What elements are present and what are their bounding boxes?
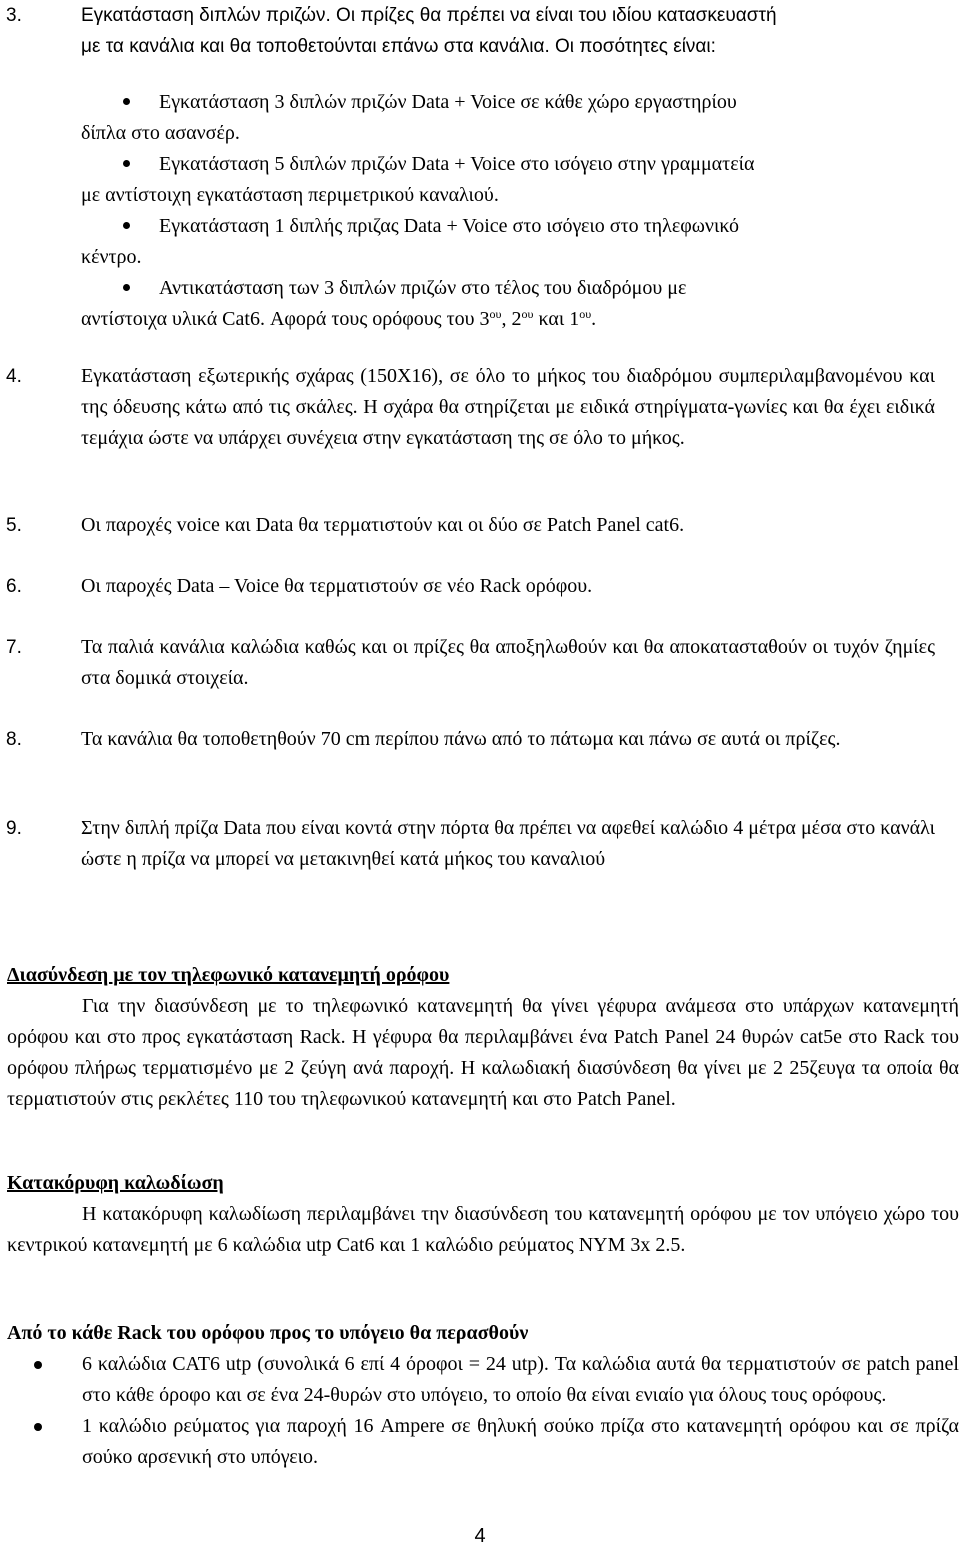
bullet-icon (123, 98, 130, 105)
text-segment: . (591, 308, 597, 330)
section-heading: Κατακόρυφη καλωδίωση (7, 1172, 224, 1194)
item-number: 6. (6, 576, 22, 597)
sub-bullet-item (81, 211, 935, 273)
text-segment: αντίστοιχα υλικά Cat6. Αφορά τους ορόφους του 3 (81, 308, 490, 330)
item-number: 7. (6, 637, 22, 658)
bullet-text: δίπλα στο ασανσέρ. (81, 122, 240, 144)
sub-bullet-item (81, 87, 935, 149)
bullet-icon (123, 160, 130, 167)
bullet-icon (34, 1423, 42, 1431)
section-heading: Διασύνδεση με τον τηλεφωνικό κατανεμητή ορόφου (7, 964, 450, 986)
item-text: Στην διπλή πρίζα Data που είναι κοντά στην πόρτα θα πρέπει να αφεθεί καλώδιο 4 μέτρα μέσα στο κανάλι ώστε η πρίζα να μπορεί να μετακινηθεί κατά μήκος του καναλιού (81, 817, 935, 870)
item-text: Οι παροχές Data – Voice θα τερματιστούν σε νέο Rack ορόφου. (81, 575, 593, 597)
page-number: 4 (474, 1525, 486, 1547)
item-number: 9. (6, 818, 22, 839)
section-heading: Από το κάθε Rack του ορόφου προς το υπόγειο θα περασθούν (7, 1322, 529, 1344)
bullet-text: Εγκατάσταση 1 διπλής πριζας Data + Voice στο ισόγειο στο τηλεφωνικό (159, 215, 739, 237)
bullet-icon (123, 222, 130, 229)
item-text: Εγκατάσταση εξωτερικής σχάρας (150Χ16), σε όλο το μήκος του διαδρόμου συμπεριλαμβανομένου και της όδευσης κάτω από τις σκάλες. Η σχάρα θα στηρίζεται με ειδικά στηρίγματα-γωνίες και θα έχει ειδικά τεμάχια ώστε να υπάρχει συνέχεια στην εγκατάσταση της σε όλο το μήκος. (81, 365, 935, 449)
sub-bullet-item (81, 149, 935, 211)
item-text: Τα παλιά κανάλια καλώδια καθώς και οι πρίζες θα αποξηλωθούν και θα αποκατασταθούν οι τυχόν ζημίες στα δομικά στοιχεία. (81, 636, 935, 689)
section-paragraph: Για την διασύνδεση με το τηλεφωνικό κατανεμητή θα γίνει γέφυρα ανάμεσα στο υπάρχων κατανεμητή ορόφου και στο προς εγκατάσταση Rack. Η γέφυρα θα περιλαμβάνει ένα Patch Panel 24 θυρών cat5e στο Rack του ορόφου πλήρως τερματισμένο με 2 ζεύγη ανά παροχή. Η καλωδιακή διασύνδεση θα γίνει με 2 25ζευγα τα οποία θα τερματιστούν στις ρεκλέτες 110 του τηλεφωνικού κατανεμητή και στο Patch Panel. (7, 995, 959, 1110)
item-text: Τα κανάλια θα τοποθετηθούν 70 cm περίπου πάνω από το πάτωμα και πάνω σε αυτά οι πρίζες. (81, 728, 841, 750)
bullet-text: Αντικατάσταση των 3 διπλών πριζών στο τέλος του διαδρόμου με (159, 277, 687, 299)
bullet-text: Εγκατάσταση 5 διπλών πριζών Data + Voice στο ισόγειο στην γραμματεία (159, 153, 755, 175)
bullet-text: κέντρο. (81, 246, 142, 268)
text-segment: και 1 (533, 308, 580, 330)
item-text-line: Εγκατάσταση διπλών πριζών. Οι πρίζες θα πρέπει να είναι του ιδίου κατασκευαστή (81, 5, 777, 26)
item-number: 5. (6, 515, 22, 536)
bullet-icon (123, 284, 130, 291)
text-segment: , 2 (501, 308, 522, 330)
item-text: Οι παροχές voice και Data θα τερματιστούν και οι δύο σε Patch Panel cat6. (81, 514, 685, 536)
item-number: 4. (6, 366, 22, 387)
item-text-line: με τα κανάλια και θα τοποθετούνται επάνω στα κανάλια. Οι ποσότητες είναι: (81, 36, 716, 57)
bullet-text (81, 304, 596, 335)
sub-bullet-list (81, 87, 935, 335)
superscript: ου (489, 307, 502, 321)
sub-bullet-item (81, 273, 935, 335)
superscript: ου (579, 307, 592, 321)
list-item-3 (0, 0, 960, 330)
section-paragraph: Η κατακόρυφη καλωδίωση περιλαμβάνει την διασύνδεση του κατανεμητή ορόφου με τον υπόγειο χώρο του κεντρικού κατανεμητή με 6 καλώδια utp Cat6 και 1 καλώδιο ρεύματος NYM 3x 2.5. (7, 1203, 959, 1256)
item-number: 8. (6, 729, 22, 750)
bullet-text: με αντίστοιχη εγκατάσταση περιμετρικού καναλιού. (81, 184, 499, 206)
bullet-text: 6 καλώδια CAT6 utp (συνολικά 6 επί 4 όροφοι = 24 utp). Τα καλώδια αυτά θα τερματιστούν σε patch panel στο κάθε όροφο και σε ένα 24-θυρών στο υπόγειο, το οποίο θα είναι ενιαίο για όλους τους ορόφους. (82, 1353, 959, 1406)
bullet-item (7, 1411, 959, 1473)
section-vertical-cabling (7, 1168, 959, 1261)
section-rack-to-basement (7, 1318, 959, 1473)
bullet-icon (34, 1361, 42, 1369)
bullet-text: Εγκατάσταση 3 διπλών πριζών Data + Voice σε κάθε χώρο εργαστηρίου (159, 91, 737, 113)
bullet-item (7, 1349, 959, 1411)
superscript: ου (521, 307, 534, 321)
bullet-list (7, 1349, 959, 1473)
section-interconnection (7, 960, 959, 1115)
item-number: 3. (6, 5, 22, 26)
bullet-text: 1 καλώδιο ρεύματος για παροχή 16 Ampere σε θηλυκή σούκο πρίζα στο κατανεμητή ορόφου και σε πρίζα σούκο αρσενική στο υπόγειο. (82, 1415, 959, 1468)
